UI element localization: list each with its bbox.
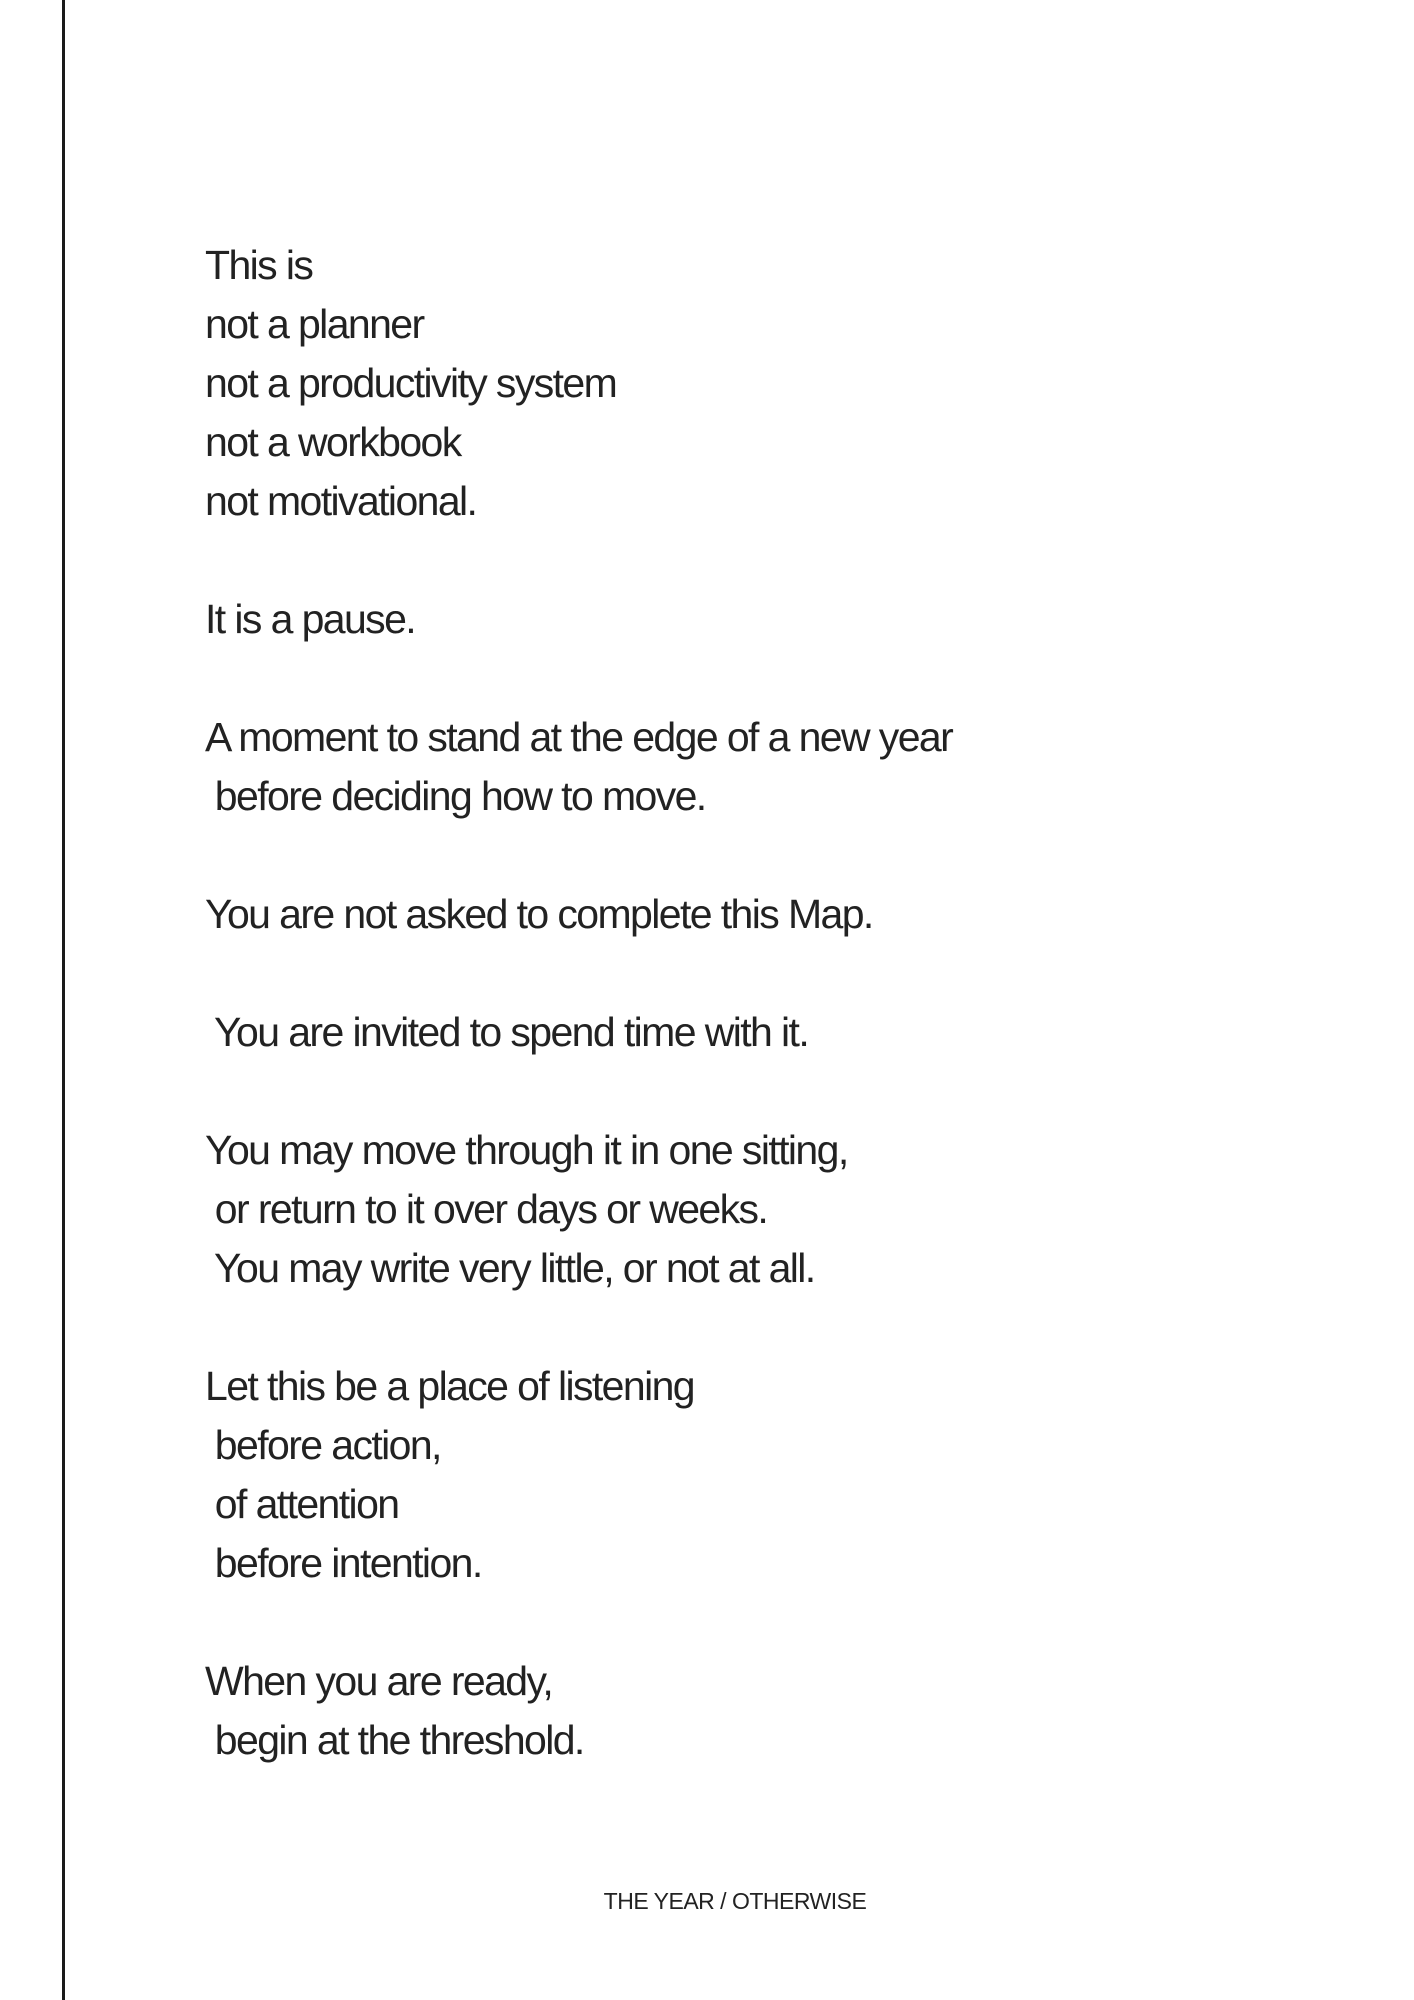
text-line: You are invited to spend time with it. <box>205 1009 809 1055</box>
text-line: A moment to stand at the edge of a new year <box>205 714 953 760</box>
text-line: You may move through it in one sitting, <box>205 1127 848 1173</box>
text-line: of attention <box>205 1481 399 1527</box>
text-line: You are not asked to complete this Map. <box>205 891 873 937</box>
text-line: begin at the threshold. <box>205 1717 584 1763</box>
text-line: You may write very little, or not at all. <box>205 1245 815 1291</box>
stanza-invited <box>205 1003 1255 1062</box>
text-line: not a workbook <box>205 419 461 465</box>
text-line: before intention. <box>205 1540 482 1586</box>
text-line: It is a pause. <box>205 596 416 642</box>
text-line: Let this be a place of listening <box>205 1363 694 1409</box>
stanza-pause <box>205 590 1255 649</box>
stanza-moment <box>205 708 1255 826</box>
stanza-intro <box>205 236 1255 531</box>
text-line: When you are ready, <box>205 1658 553 1704</box>
poem-body <box>205 236 1255 1829</box>
text-line: before action, <box>205 1422 441 1468</box>
text-line: not a productivity system <box>205 360 617 406</box>
text-line: before deciding how to move. <box>205 773 706 819</box>
stanza-listening <box>205 1357 1255 1593</box>
text-line: not motivational. <box>205 478 477 524</box>
page-footer: THE YEAR / OTHERWISE <box>603 1888 867 1914</box>
stanza-ready <box>205 1652 1255 1770</box>
text-line: or return to it over days or weeks. <box>205 1186 768 1232</box>
text-line: This is <box>205 242 313 288</box>
left-margin-rule <box>62 0 65 2000</box>
text-line: not a planner <box>205 301 424 347</box>
stanza-not-asked <box>205 885 1255 944</box>
stanza-move-through <box>205 1121 1255 1298</box>
